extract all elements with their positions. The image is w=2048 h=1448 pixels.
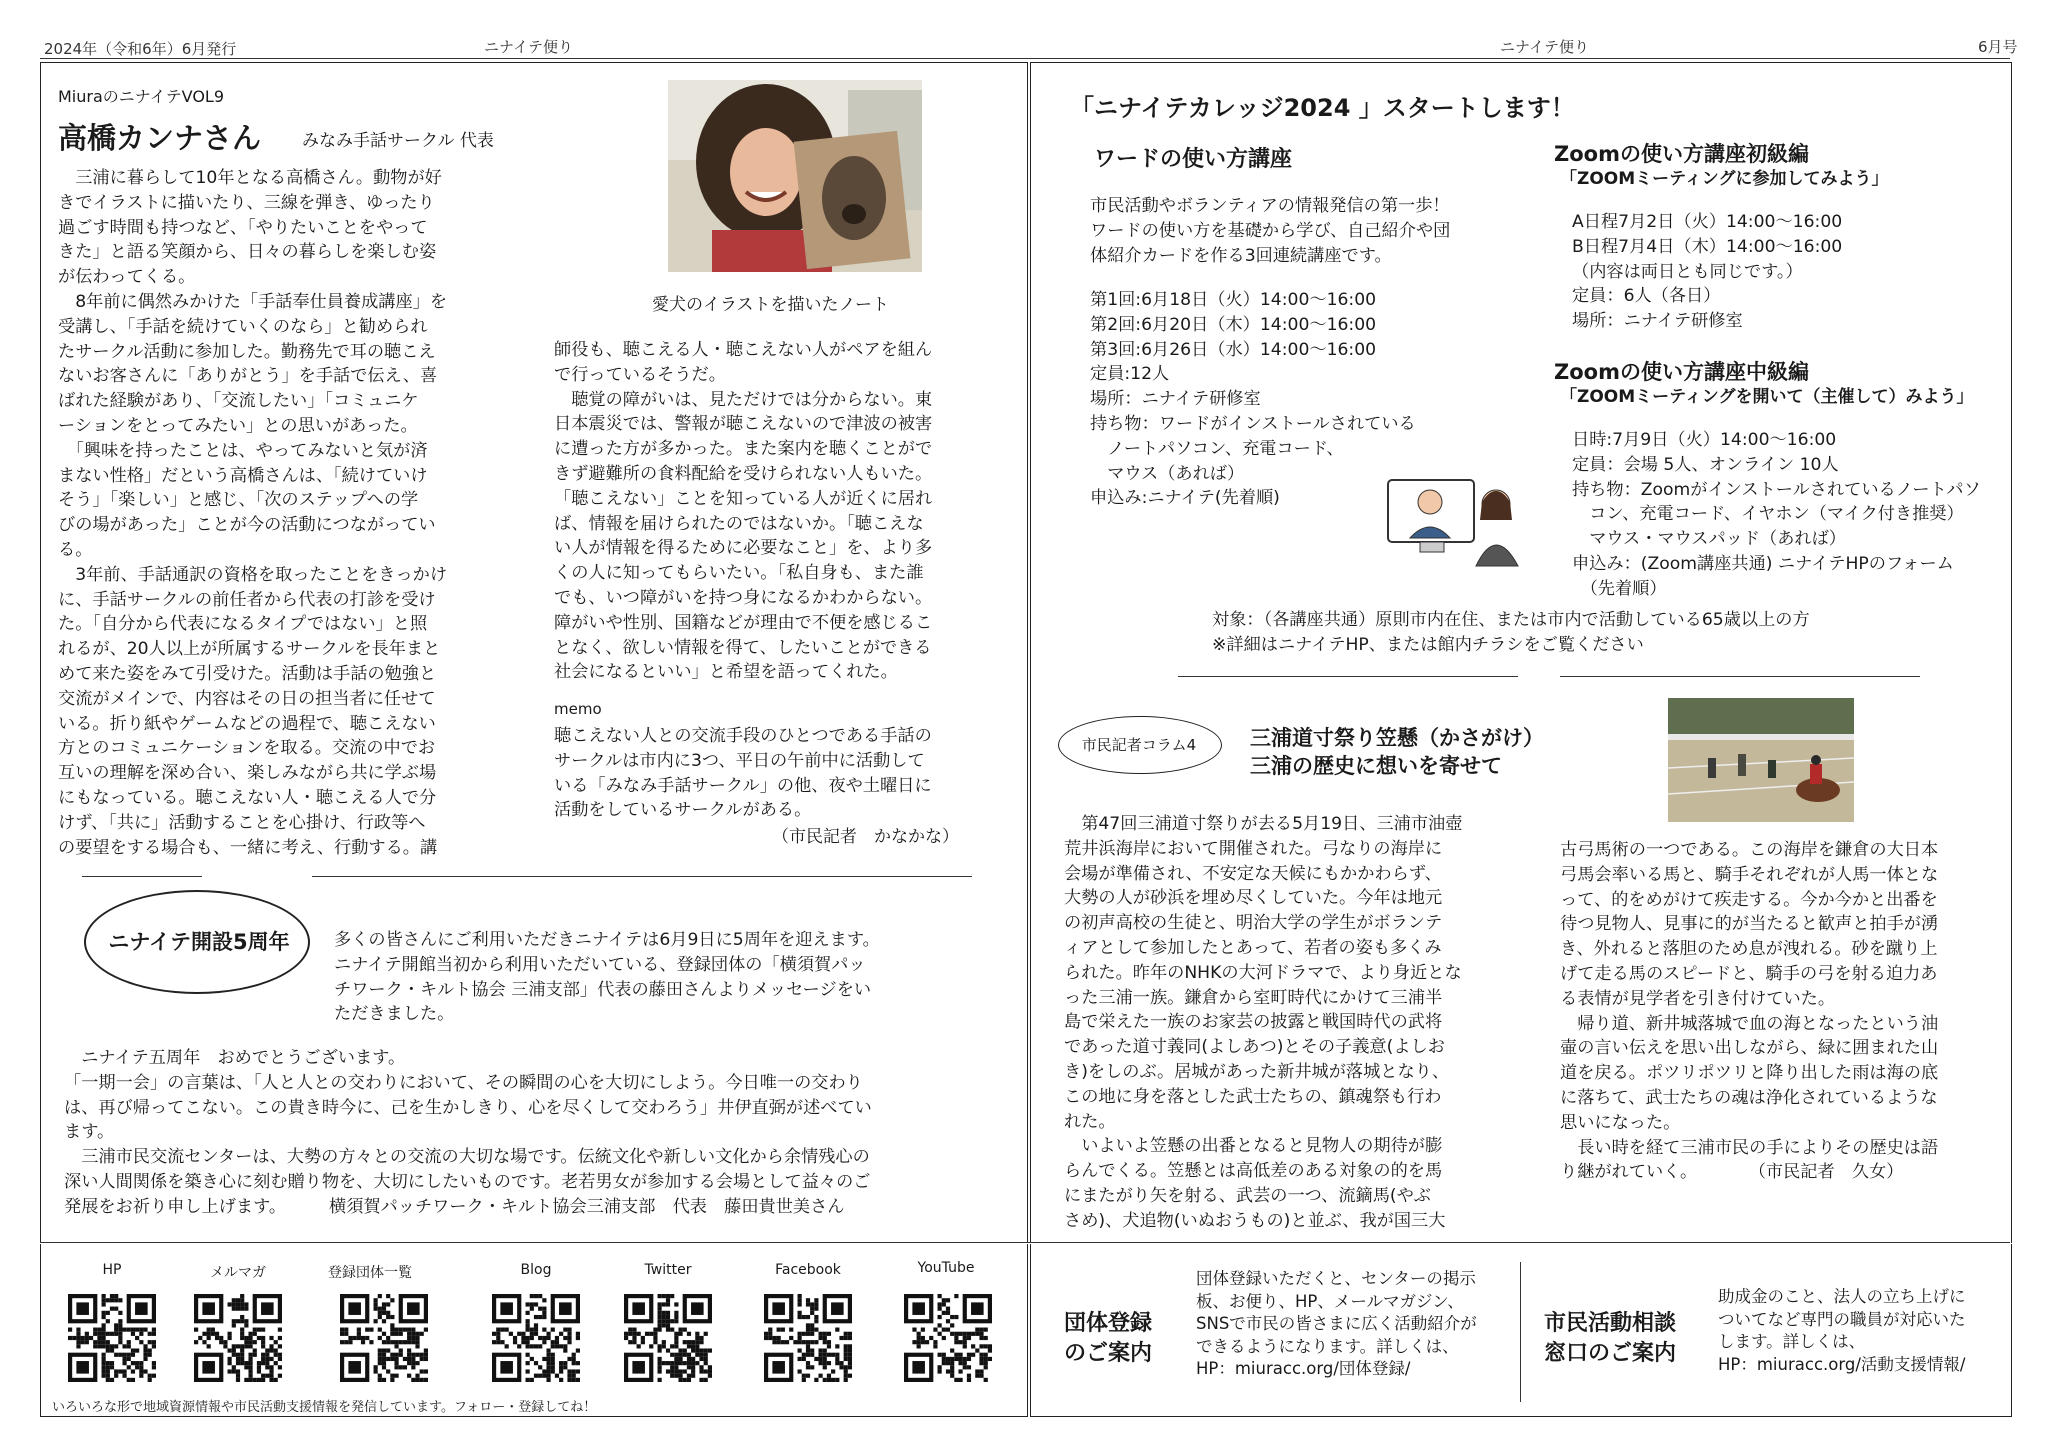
divider: [82, 876, 202, 877]
registration-title-2: のご案内: [1064, 1341, 1153, 1366]
consult-text: 助成金のこと、法人の立ち上げに ついてなど専門の職員が対応いた します。詳しくは、 HP：miuracc.org/活動支援情報/: [1718, 1287, 1966, 1374]
issue-date: 2024年（令和6年）6月発行: [44, 40, 237, 58]
profile-signature: （市民記者 かなかな）: [772, 827, 959, 847]
qr-label-facebook: Facebook: [775, 1262, 841, 1278]
qr-code-icon[interactable]: [764, 1294, 852, 1382]
photo-caption: 愛犬のイラストを描いたノート: [652, 295, 889, 315]
zoom-basic-subtitle: 「ZOOMミーティングに参加してみよう」: [1560, 169, 1889, 189]
word-course-title: ワードの使い方講座: [1094, 147, 1293, 172]
column-body-col2: 古弓馬術の一つである。この海岸を鎌倉の大日本 弓馬会率いる馬と、騎手それぞれが人馬一体とな って、的をめがけて疾走する。今か今かと出番を 待つ見物人、見事に的が当たると歓声と拍手が湧 き、外れると落胆のため息が洩れる。砂を蹴り上 げて走る馬のスピードと、騎手の弓を射る迫力あ る表情が見学者を引き付けていた。 帰り道、新井城落城で血の海となったという油 壷の言い伝えを思い出しながら、緑に囲まれた山 道を戻る。ポツリポツリと降り出した雨は海の底 に落ちて、武士たちの魂は浄化されているような 思いになった。 長い時を経て三浦市民の手によりその歴史は語 り継がれていく。 （市民記者 久女）: [1560, 840, 1939, 1183]
zoom-illustration: [1384, 458, 1534, 568]
zoom-mid-subtitle: 「ZOOMミーティングを開いて（主催して）みよう」: [1560, 387, 1974, 407]
registration-text: 団体登録いただくと、センターの掲示 板、お便り、HP、メールマガジン、 SNSで市民の皆さまに広く活動紹介が できるようになります。詳しくは、 HP：miuracc.org/団体登録/: [1196, 1269, 1477, 1378]
qr-code-icon[interactable]: [904, 1294, 992, 1382]
memo-label: memo: [554, 700, 602, 718]
profile-name: 高橋カンナさん: [58, 121, 262, 155]
consult-title-2: 窓口のご案内: [1544, 1341, 1677, 1366]
consult-title-1: 市民活動相談: [1544, 1311, 1677, 1336]
profile-role: みなみ手話サークル 代表: [302, 131, 494, 151]
festival-photo: [1668, 698, 1854, 822]
divider: [1560, 676, 1920, 677]
profile-body-col1: 三浦に暮らして10年となる高橋さん。動物が好 きでイラストに描いたり、三線を弾き、ゆったり 過ごす時間も持つなど、「やりたいことをやって きた」と語る笑顔から、日々の暮らしを楽しむ姿 が伝わってくる。 8年前に偶然みかけた「手話奉仕員養成講座」を 受講し、「手話を続けていくのなら」と勧められ たサークル活動に参加した。勤務先で耳の聴こえ ないお客さんに「ありがとう」を手話で伝え、喜 ばれた経験があり、「交流したい」「コミュニケ ーションをとってみたい」との思いがあった。 「興味を持ったことは、やってみないと気が済 まない性格」だという高橋さんは、「続けていけ そう」「楽しい」と感じ、「次のステップへの学 びの場があった」ことが今の活動につながってい る。 3年前、手話通訳の資格を取ったことをきっかけ に、手話サークルの前任者から代表の打診を受け た。「自分から代表になるタイプではない」と照 れるが、20人以上が所属するサークルを長年まと めて来た姿をみて引受けた。活動は手話の勉強と 交流がメインで、内容はその日の担当者に任せて いる。折り紙やゲームなどの過程で、聴こえない 方とのコミュニケーションを取る。交流の中でお 互いの理解を深め合い、楽しみながら共に学ぶ場 にもなっている。聴こえない人・聴こえる人で分 けず、「共に」活動することを心掛け、行政等へ の要望をする場合も、一緒に考え、行動する。講: [58, 168, 448, 858]
college-headline: 「ニナイテカレッジ2024 」スタートします！: [1070, 94, 1575, 122]
qr-code-icon[interactable]: [340, 1294, 428, 1382]
word-course-schedule: 第1回:6月18日（火）14:00～16:00 第2回:6月20日（木）14:00～16:00 第3回:6月26日（水）14:00～16:00 定員:12人 場所：ニナイテ研修室 持ち物：ワードがインストールされている ノートパソコン、充電コード、 マウス（あれば） 申込み:ニナイテ(先着順): [1090, 290, 1416, 509]
zoom-basic-title: Zoomの使い方講座初級編: [1554, 142, 1809, 166]
header-rule: [40, 58, 2010, 59]
college-target-note: 対象：（各講座共通）原則市内在住、または市内で活動している65歳以上の方 ※詳細はニナイテHP、または館内チラシをご覧ください: [1212, 610, 1810, 655]
anniversary-title: ニナイテ開設5周年: [108, 930, 290, 954]
footer-divider: [1520, 1262, 1521, 1402]
newsletter-title-right: ニナイテ便り: [1500, 38, 1589, 56]
qr-code-icon[interactable]: [492, 1294, 580, 1382]
column-body-col1: 第47回三浦道寸祭りが去る5月19日、三浦市油壺 荒井浜海岸において開催された。弓なりの海岸に 会場が準備され、不安定な天候にもかかわらず、 大勢の人が砂浜を埋め尽くしていた。今年は地元 の初声高校の生徒と、明治大学の学生がボランテ ィアとして参加したとあって、若者の姿も多くみ られた。昨年のNHKの大河ドラマで、より身近とな った三浦一族。鎌倉から室町時代にかけて三浦半 島で栄えた一族のお家芸の披露と戦国時代の武将 であった道寸義同(よしあつ)とその子義意(よしお き)をしのぶ。居城があった新井城が落城となり、 この地に身を落とした武士たちの、鎮魂祭も行わ れた。 いよいよ笠懸の出番となると見物人の期待が膨 らんでくる。笠懸とは高低差のある対象の的を馬 にまたがり矢を射る、武芸の一つ、流鏑馬(やぶ さめ)、犬追物(いぬおうもの)と並ぶ、我が国三大: [1064, 814, 1463, 1231]
qr-label-blog: Blog: [520, 1262, 552, 1278]
qr-code-icon[interactable]: [624, 1294, 712, 1382]
qr-label-hp: HP: [102, 1262, 122, 1278]
memo-text: 聴こえない人との交流手段のひとつである手話の サークルは市内に3つ、平日の午前中に活動して いる「みなみ手話サークル」の他、夜や土曜日に 活動をしているサークルがある。: [554, 726, 932, 821]
profile-photo: [668, 80, 922, 272]
footer-rule: [40, 1242, 2010, 1243]
qr-code-icon[interactable]: [68, 1294, 156, 1382]
qr-label-twitter: Twitter: [644, 1262, 692, 1278]
divider: [312, 876, 972, 877]
anniversary-intro: 多くの皆さんにご利用いただきニナイテは6月9日に5周年を迎えます。 ニナイテ開館当初から利用いただいている、登録団体の「横須賀パッ チワーク・キルト協会 三浦支部」代表の藤田さんよりメッセージをい ただきました。: [334, 930, 880, 1025]
column-title-2: 三浦の歴史に想いを寄せて: [1250, 754, 1502, 778]
word-course-desc: 市民活動やボランティアの情報発信の第一歩！ ワードの使い方を基礎から学び、自己紹介や団 体紹介カードを作る3回連続講座です。: [1090, 196, 1451, 266]
qr-label-groups: 登録団体一覧: [328, 1265, 412, 1281]
qr-label-youtube: YouTube: [917, 1260, 975, 1276]
profile-body-col2: 師役も、聴こえる人・聴こえない人がペアを組ん で行っているそうだ。 聴覚の障がいは、見ただけでは分からない。東 日本震災では、警報が聴こえないので津波の被害 に遭った方が多かった。また案内を聴くことがで きず避難所の食料配給を受けられない人もいた。 「聴こえない」ことを知っている人が近くに居れ ば、情報を届けられたのではないか。「聴こえな い人が情報を得るために必要なこと」を、より多 くの人に知ってもらいたい。「私自身も、また誰 でも、いつ障がいを持つ身になるかわからない。 障がいや性別、国籍などが理由で不便を感じるこ となく、欲しい情報を得て、したいことができる 社会になるといい」と希望を語ってくれた。: [554, 340, 933, 683]
footer-note: いろいろな形で地域資源情報や市民活動支援情報を発信しています。フォロー・登録してね！: [52, 1400, 597, 1415]
zoom-mid-details: 日時:7月9日（火）14:00～16:00 定員：会場 5人、オンライン 10人 持ち物：Zoomがインストールされているノートパソ コン、充電コード、イヤホン（マイク付き推奨） マウス・マウスパッド（あれば） 申込み：(Zoom講座共通) ニナイテHPのフォーム （先着順）: [1572, 430, 1981, 599]
qr-code-icon[interactable]: [194, 1294, 282, 1382]
zoom-mid-title: Zoomの使い方講座中級編: [1554, 360, 1809, 384]
column-title-1: 三浦道寸祭り笠懸（かさがけ）: [1250, 726, 1544, 750]
zoom-basic-details: A日程7月2日（火）14:00～16:00 B日程7月4日（木）14:00～16:00 （内容は両日とも同じです。） 定員：6人（各日） 場所：ニナイテ研修室: [1572, 212, 1843, 332]
newsletter-title-left: ニナイテ便り: [484, 38, 573, 56]
issue-month: 6月号: [1978, 38, 2018, 56]
series-label: MiuraのニナイテVOL9: [58, 87, 225, 106]
registration-title-1: 団体登録: [1064, 1311, 1153, 1336]
divider: [1178, 676, 1518, 677]
qr-label-mailmag: メルマガ: [210, 1265, 266, 1281]
anniversary-message: ニナイテ五周年 おめでとうございます。 「一期一会」の言葉は、「人と人との交わりにおいて、その瞬間の心を大切にしよう。今日唯一の交わり は、再び帰ってこない。この貴き時今に、己を生かしきり、心を尽くして交わろう」井伊直弼が述べてい ます。 三浦市民交流センターは、大勢の方々との交流の大切な場です。伝統文化や新しい文化から余情残心の 深い人間関係を築き心に刻む贈り物を、大切にしたいものです。老若男女が参加する会場として益々のご 発展をお祈り申し上げます。 横須賀パッチワーク・キルト協会三浦支部 代表 藤田貴世美さん: [64, 1048, 872, 1217]
column-badge: 市民記者コラム4: [1081, 736, 1197, 754]
